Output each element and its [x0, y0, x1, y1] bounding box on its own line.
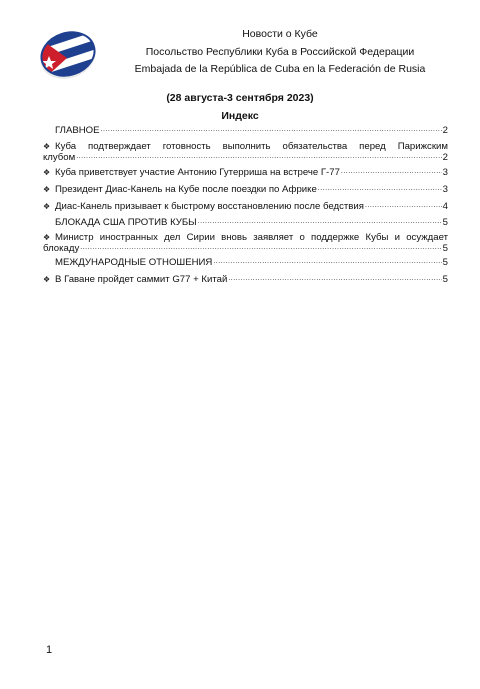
toc-leader: [198, 217, 442, 227]
toc-leader: [80, 243, 441, 253]
newsletter-title: Новости о Кубе: [242, 28, 318, 40]
toc-page-number: 3: [442, 184, 448, 195]
toc-item-paris-club[interactable]: [43, 141, 448, 164]
toc-leader: [76, 152, 441, 162]
toc-page-number: 5: [442, 257, 448, 268]
toc-page-number: 5: [442, 274, 448, 285]
toc-leader: [101, 125, 442, 135]
toc-section-label: ГЛАВНОЕ: [55, 125, 100, 136]
page-number: 1: [46, 644, 53, 656]
toc-item-label: Министр иностранных дел Сирии вновь заявляет о поддержке Кубы и осуждает: [55, 232, 448, 243]
toc-item-label: Куба подтверждает готовность выполнить обязательства перед Парижским: [55, 141, 448, 152]
toc-item-label: Куба приветствует участие Антонию Гутерриша на встрече Г-77: [55, 167, 340, 178]
diamond-bullet-icon: ❖: [43, 233, 51, 242]
diamond-bullet-icon: ❖: [43, 185, 51, 194]
date-range: (28 августа-3 сентября 2023): [166, 92, 314, 104]
toc-page-number: 5: [442, 243, 448, 254]
toc-section-label: БЛОКАДА США ПРОТИВ КУБЫ: [55, 217, 197, 228]
toc-item-disaster-recovery[interactable]: [43, 201, 448, 213]
diamond-bullet-icon: ❖: [43, 275, 51, 284]
toc-leader: [228, 274, 441, 284]
toc-page-number: 2: [442, 152, 448, 163]
toc-leader: [213, 257, 441, 267]
embassy-name-es: Embajada de la República de Cuba en la Federación de Rusia: [134, 63, 426, 75]
toc-item-syria-support[interactable]: [43, 232, 448, 255]
toc-item-label-continued: клубом: [43, 152, 76, 163]
toc-item-label-continued: блокаду: [43, 243, 80, 254]
toc-section-blockade[interactable]: [43, 217, 448, 229]
toc-item-guterres[interactable]: [43, 167, 448, 179]
toc-page-number: 2: [442, 125, 448, 136]
index-heading: Индекс: [221, 110, 259, 122]
toc-item-label: Президент Диас-Канель на Кубе после поездки по Африке: [55, 184, 317, 195]
toc-section-international[interactable]: [43, 257, 448, 269]
diamond-bullet-icon: ❖: [43, 202, 51, 211]
embassy-name-ru: Посольство Республики Куба в Российской Федерации: [145, 46, 415, 58]
toc-leader: [318, 184, 442, 194]
toc-leader: [365, 201, 442, 211]
toc-page-number: 3: [442, 167, 448, 178]
toc-item-g77-summit[interactable]: [43, 274, 448, 286]
toc-page-number: 4: [442, 201, 448, 212]
diamond-bullet-icon: ❖: [43, 168, 51, 177]
diamond-bullet-icon: ❖: [43, 142, 51, 151]
toc-item-label: В Гаване пройдет саммит G77 + Китай: [55, 274, 228, 285]
toc-page-number: 5: [442, 217, 448, 228]
toc-section-label: МЕЖДУНАРОДНЫЕ ОТНОШЕНИЯ: [55, 257, 213, 268]
toc-section-main[interactable]: [43, 125, 448, 137]
toc-item-africa-trip[interactable]: [43, 184, 448, 196]
toc-leader: [341, 167, 442, 177]
cuba-flag-logo-icon: [37, 28, 99, 80]
toc-item-label: Диас-Канель призывает к быстрому восстановлению после бедствия: [55, 201, 364, 212]
